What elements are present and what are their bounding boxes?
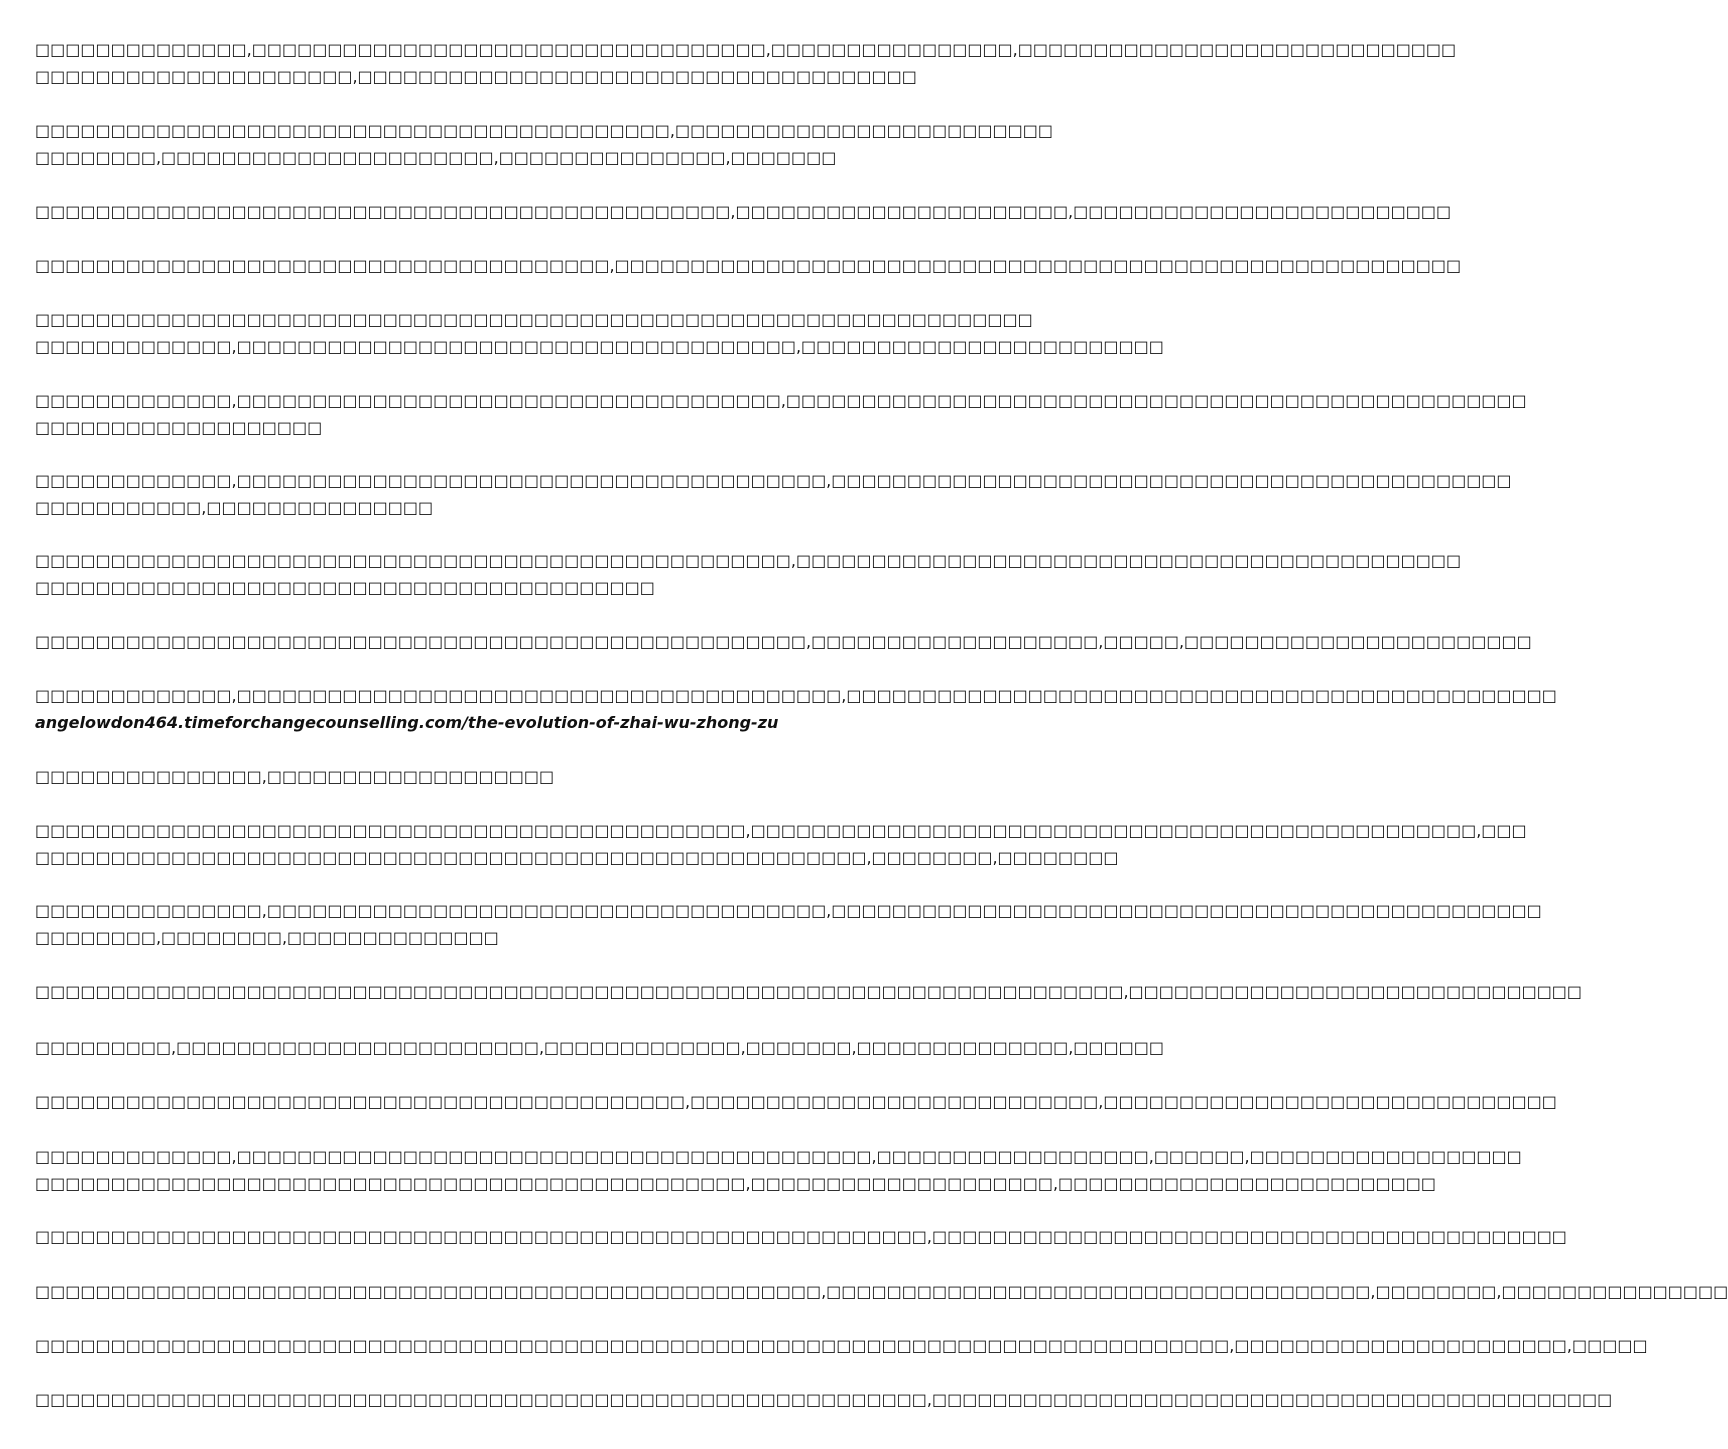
paragraph	[35, 1386, 1613, 1413]
text-line: □□□□□□□□□□□□□□□□□□□□□□□□□□□□□□□□□□□□□□□□□□□□□□□□□□,□□□□□□□□□□□□□□□□□□□□□□□□□□□□□□□□□□□□□□□□□□□□	[35, 551, 1462, 570]
text-line: □□□□□□□□□□□□□□□□□□□□□□□□□□□□□□□□□□□□□□□□□□□□□□,□□□□□□□□□□□□□□□□□□□□□□,□□□□□□□□□□□□□□□□□□□□□□□□□	[35, 202, 1452, 221]
text-line: □□□□□□□□□□□□□□□□□□□□□□□□□□□□□□□□□□□□□□□□□□□□□□□□□□□□□□□□□□□□□□□□□□	[35, 310, 1033, 329]
paragraph	[35, 547, 1462, 601]
text-line: □□□□□□□□,□□□□□□□□□□□□□□□□□□□□□□,□□□□□□□□□□□□□□□,□□□□□□□	[35, 148, 837, 167]
paragraph	[35, 978, 1583, 1005]
text-line: □□□□□□□□□□□□□,□□□□□□□□□□□□□□□□□□□□□□□□□□□□□□□□□□□□□□□□,□□□□□□□□□□□□□□□□□□□□□□□□□□□□□□□□□□□□□□□□□□□□□□□	[35, 686, 1557, 705]
article-link[interactable]: angelowdon464.timeforchangecounselling.com/the-evolution-of-zhai-wu-zhong-zu	[35, 713, 779, 732]
text-line: □□□□□□□□□□□□□,□□□□□□□□□□□□□□□□□□□□□□□□□□□□□□□□□□□□□□□,□□□□□□□□□□□□□□□□□□□□□□□□□□□□□□□□□□□□□□□□□□□□□	[35, 471, 1512, 490]
paragraph	[35, 306, 1164, 360]
paragraph	[35, 198, 1452, 225]
text-line: □□□□□□□□□□□□□□□□□□□	[35, 418, 323, 437]
paragraph	[35, 897, 1542, 951]
text-line: □□□□□□□□□□□□□□□□□□□□□□□□□□□□□□□□□□□□□□□□□□□□□□□□□□□□,□□□□□□□□□□□□□□□□□□□□□□□□□□□□□□□□□□□□,□□□□□□□□,□□□□□□□□□□□□□□□	[35, 1282, 1728, 1301]
text-line: □□□□□□□□□□□□□,□□□□□□□□□□□□□□□□□□□□□□□□□□□□□□□□□□□□□□□□□□,□□□□□□□□□□□□□□□□□□,□□□□□□,□□□□□□□□□□□□□□□□□□	[35, 1147, 1522, 1166]
text-line: □□□□□□□□□□□□□□□□□□□□□□□□□□□□□□□□□□□□□□□□□□□□□□□□□□□□□□□□□□□,□□□□□□□□□□□□□□□□□□□□□□□□□□□□□□□□□□□□□□□□□□□□□	[35, 1390, 1613, 1409]
text-line: □□□□□□□□□□□□□□□□□□□□□□□□□□□□□□□□□□□□□□□□□	[35, 578, 655, 597]
paragraph	[35, 36, 1457, 90]
text-line: □□□□□□□□□□□□□□□□□□□□□□□□□□□□□□□□□□□□□□□□□□□□□□□,□□□□□□□□□□□□□□□□□□□□,□□□□□□□□□□□□□□□□□□□□□□□□□	[35, 1174, 1436, 1193]
paragraph	[35, 467, 1512, 521]
paragraph	[35, 1223, 1567, 1250]
paragraph	[35, 387, 1527, 441]
text-line: □□□□□□□□□□□□□□□□□□□□□□□□□□□□□□□□□□□□□□□□□□□□□□□□□□□□□□□□□□□,□□□□□□□□□□□□□□□□□□□□□□□□□□□□□□□□□□□□□□□□□□	[35, 1227, 1567, 1246]
text-line: □□□□□□□□□□□□□□□□□□□□□□□□□□□□□□□□□□□□□□□□□□□□□□□,□□□□□□□□□□□□□□□□□□□□□□□□□□□□□□□□□□□□□□□□□□□□□□□□,□□□	[35, 821, 1527, 840]
paragraph	[35, 817, 1527, 871]
text-line: □□□□□□□□□□□□□□□□□□□□□,□□□□□□□□□□□□□□□□□□□□□□□□□□□□□□□□□□□□□	[35, 67, 917, 86]
text-line: □□□□□□□□□□□,□□□□□□□□□□□□□□□	[35, 498, 434, 517]
text-line: □□□□□□□□□□□□□□□□□□□□□□□□□□□□□□□□□□□□□□□□□□□□□□□□□□□□□□□□□□□□□□□□□□□□□□□□□□□□□□□,□□□□□□□□□□□□□□□□□□□□□□,□□□□□	[35, 1336, 1648, 1355]
text-line: □□□□□□□□□□□□□□□,□□□□□□□□□□□□□□□□□□□	[35, 767, 555, 786]
text-line: □□□□□□□□□□□□□□□□□□□□□□□□□□□□□□□□□□□□□□,□□□□□□□□□□□□□□□□□□□□□□□□□□□□□□□□□□□□□□□□□□□□□□□□□□□□□□□□	[35, 256, 1462, 275]
text-line: □□□□□□□□□,□□□□□□□□□□□□□□□□□□□□□□□□,□□□□□□□□□□□□□,□□□□□□□,□□□□□□□□□□□□□□,□□□□□□	[35, 1038, 1164, 1057]
text-line: □□□□□□□□□□□□□,□□□□□□□□□□□□□□□□□□□□□□□□□□□□□□□□□□□□,□□□□□□□□□□□□□□□□□□□□□□□□□□□□□□□□□□□□□□□□□□□□□□□□□	[35, 391, 1527, 410]
paragraph	[35, 1088, 1557, 1115]
text-line: □□□□□□□□□□□□□□□□□□□□□□□□□□□□□□□□□□□□□□□□□□□,□□□□□□□□□□□□□□□□□□□□□□□□□□□,□□□□□□□□□□□□□□□□□□□□□□□□□□□□□□	[35, 1092, 1557, 1111]
text-line: □□□□□□□□□□□□□□□□□□□□□□□□□□□□□□□□□□□□□□□□□□,□□□□□□□□□□□□□□□□□□□□□□□□□	[35, 121, 1053, 140]
text-line: □□□□□□□□□□□□□□□□□□□□□□□□□□□□□□□□□□□□□□□□□□□□□□□□□□□□□□□,□□□□□□□□,□□□□□□□□	[35, 848, 1119, 867]
text-line: □□□□□□□□□□□□□,□□□□□□□□□□□□□□□□□□□□□□□□□□□□□□□□□□□□□,□□□□□□□□□□□□□□□□□□□□□□□□	[35, 337, 1164, 356]
paragraph	[35, 682, 1557, 736]
paragraph	[35, 1278, 1728, 1305]
paragraph	[35, 252, 1462, 279]
paragraph	[35, 1332, 1648, 1359]
paragraph	[35, 1034, 1164, 1061]
text-line: □□□□□□□□□□□□□□□,□□□□□□□□□□□□□□□□□□□□□□□□□□□□□□□□□□□□□,□□□□□□□□□□□□□□□□□□□□□□□□□□□□□□□□□□□□□□□□□□□□□□□	[35, 901, 1542, 920]
text-line: □□□□□□□□□□□□□□□□□□□□□□□□□□□□□□□□□□□□□□□□□□□□□□□□□□□,□□□□□□□□□□□□□□□□□□□,□□□□□,□□□□□□□□□□□□□□□□□□□□□□□	[35, 632, 1532, 651]
paragraph	[35, 763, 990, 790]
text-line: □□□□□□□□□□□□□□,□□□□□□□□□□□□□□□□□□□□□□□□□□□□□□□□□□,□□□□□□□□□□□□□□□□,□□□□□□□□□□□□□□□□□□□□□□□□□□□□□	[35, 40, 1457, 59]
text-line: □□□□□□□□,□□□□□□□□,□□□□□□□□□□□□□□	[35, 928, 499, 947]
paragraph	[35, 628, 1532, 655]
paragraph	[35, 117, 1053, 171]
text-line: □□□□□□□□□□□□□□□□□□□□□□□□□□□□□□□□□□□□□□□□□□□□□□□□□□□□□□□□□□□□□□□□□□□□□□□□,□□□□□□□□□□□□□□□□□□□□□□□□□□□□□□	[35, 982, 1583, 1001]
paragraph	[35, 1143, 1522, 1197]
